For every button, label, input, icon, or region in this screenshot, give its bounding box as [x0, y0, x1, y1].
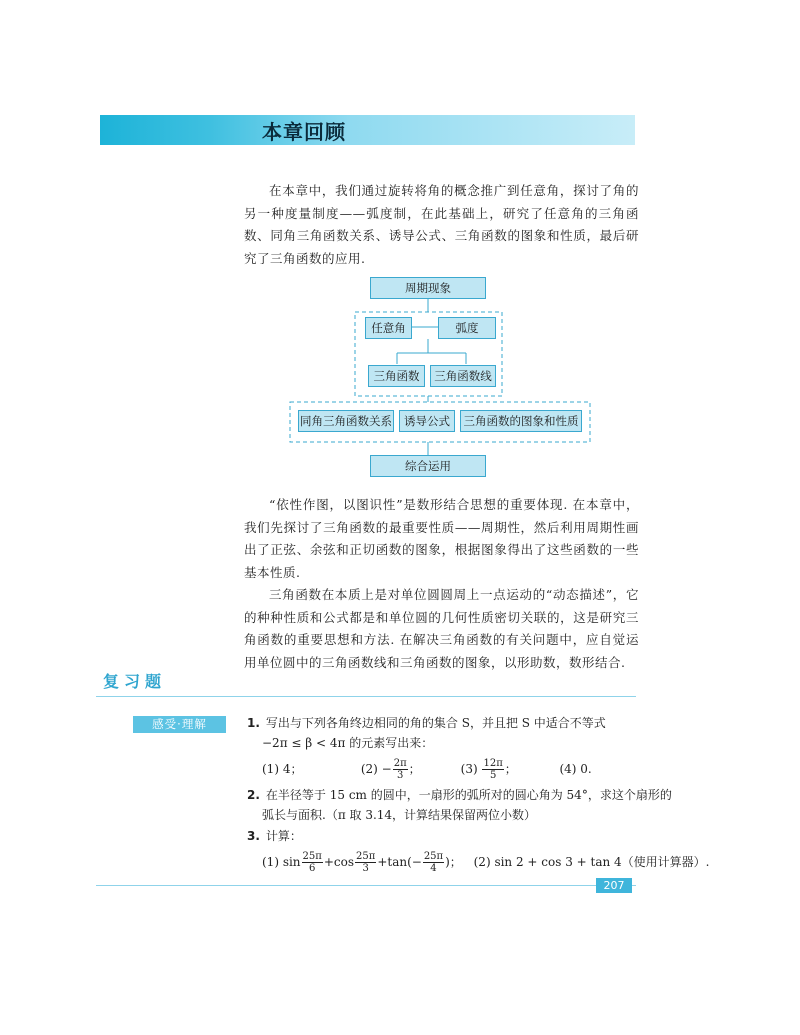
exercise-2-text: 在半径等于 15 cm 的圆中，一扇形的弧所对的圆心角为 54°，求这个扇形的: [265, 788, 672, 802]
exercise-2-line-2: 弧长与面积.（π 取 3.14，计算结果保留两位小数）: [262, 808, 537, 822]
paragraph-graph-thinking: “依性作图，以图识性”是数形结合思想的重要体现. 在本章中，我们先探讨了三角函数的最重要性质——周期性，然后利用周期性画出了正弦、余弦和正切函数的图象，根据图象得出了这些函数的一些基本性质.: [244, 497, 639, 580]
page-number: 207: [596, 878, 632, 893]
exercise-1-options: [262, 758, 592, 781]
exercise-1-line-2: −2π ≤ β < 4π 的元素写出来：: [262, 736, 434, 750]
box-comprehensive-application: 综合运用: [370, 455, 486, 477]
box-trig-function: 三角函数: [368, 365, 425, 387]
paragraph-unit-circle: 三角函数在本质上是对单位圆圆周上一点运动的“动态描述”，它的种种性质和公式都是和单位圆的几何性质密切关联的，这是研究三角函数的重要思想和方法. 在解决三角函数的有关问题中，应自觉运用单位圆中的三角函数线和三角函数的图象，以形助数，数形结合.: [244, 587, 639, 670]
expression-1: (1) sin $\frac{25\pi}{6}$ +cos $\frac{25\pi}{3}$ +tan(− $\frac{25\pi}{4}$ )；: [262, 851, 462, 874]
box-same-angle-relation: 同角三角函数关系: [298, 410, 394, 432]
expression-2: (2) sin 2 + cos 3 + tan 4（使用计算器）.: [473, 855, 710, 869]
box-graph-properties: 三角函数的图象和性质: [460, 410, 582, 432]
exercise-3-expressions: [262, 851, 710, 874]
exercise-3-line-1: [247, 826, 302, 846]
exercise-1-line-1: [247, 713, 606, 733]
box-any-angle: 任意角: [365, 317, 412, 339]
exercise-2-number: 2.: [247, 788, 260, 802]
box-induction-formula: 诱导公式: [399, 410, 455, 432]
footer-divider: [96, 885, 636, 886]
box-trig-line: 三角函数线: [430, 365, 496, 387]
section-divider: [96, 696, 636, 697]
option-1: (1) 4；: [262, 762, 303, 776]
option-3: (3) $\frac{12\pi}{5}$ ；: [460, 758, 517, 781]
review-section-title: 复习题: [103, 672, 167, 691]
box-radian: 弧度: [438, 317, 496, 339]
option-4: (4) 0.: [559, 762, 592, 776]
exercise-1-number: 1.: [247, 716, 260, 730]
chapter-review-title: 本章回顾: [262, 120, 346, 144]
option-2: (2) − $\frac{2\pi}{3}$ ；: [360, 758, 421, 781]
category-tag: 感受·理解: [133, 716, 226, 733]
exercise-3-number: 3.: [247, 829, 260, 843]
intro-paragraph: 在本章中，我们通过旋转将角的概念推广到任意角，探讨了角的另一种度量制度——弧度制，在此基础上，研究了任意角的三角函数、同角三角函数关系、诱导公式、三角函数的图象和性质，最后研究了三角函数的应用.: [244, 183, 639, 266]
exercise-2-line-1: [247, 785, 672, 805]
box-periodic-phenomena: 周期现象: [370, 277, 486, 299]
exercise-3-label: 计算：: [265, 829, 302, 843]
chapter-banner: [100, 115, 635, 145]
exercise-1-text: 写出与下列各角终边相同的角的集合 S，并且把 S 中适合不等式: [265, 716, 606, 730]
